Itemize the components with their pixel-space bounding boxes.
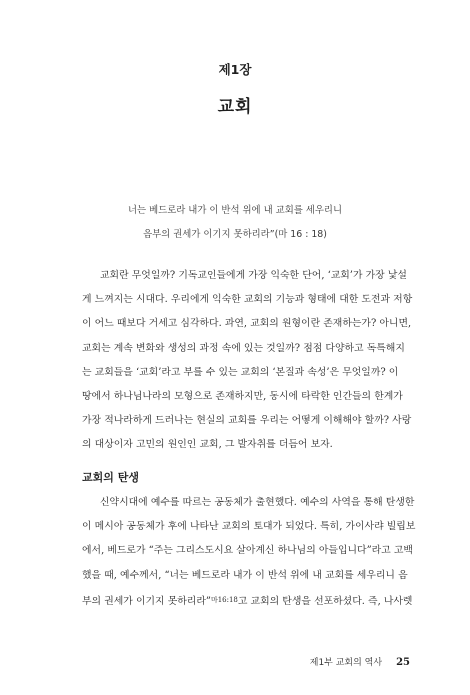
epigraph <box>0 199 470 247</box>
text-line: 교회는 계속 변화와 생성의 과정 속에 있는 것일까? 점점 다양하고 독특해지 <box>82 342 405 354</box>
chapter-title: 교회 <box>217 97 253 117</box>
text-line <box>82 588 413 612</box>
text-line: 의 대상이자 고민의 원인인 교회, 그 발자취를 더듬어 보자. <box>82 439 333 451</box>
text-line: 가장 적나라하게 드러나는 현실의 교회를 우리는 어떻게 이해해야 할까? 사랑 <box>82 415 412 427</box>
epigraph-line: 음부의 권세가 이기지 못하리라”(마 16 : 18) <box>143 229 327 240</box>
text-line: 교회란 무엇일까? 기독교인들에게 가장 익숙한 단어, ‘교회’가 가장 낯설 <box>100 270 407 281</box>
text-line: 이 메시아 공동체가 후에 나타난 교회의 토대가 되었다. 특히, 가이사랴 빌립보 <box>82 521 416 533</box>
section-heading: 교회의 탄생 <box>82 471 139 484</box>
text-segment: 부의 권세가 이기지 못하리라” <box>82 595 211 607</box>
page-number: 25 <box>396 657 410 668</box>
section-paragraph <box>82 491 416 612</box>
epigraph-line: 너는 베드로라 내가 이 반석 위에 내 교회를 세우리니 <box>127 205 343 216</box>
scripture-reference: 마16:18 <box>210 595 238 604</box>
text-line: 는 교회들을 ‘교회’라고 부를 수 있는 교회의 ‘본질과 속성’은 무엇일까? 이 <box>82 366 399 378</box>
chapter-number: 제1장 <box>218 62 252 77</box>
text-line: 했을 때, 예수께서, “너는 베드로라 내가 이 반석 위에 내 교회를 세우리니 음 <box>82 569 408 581</box>
text-line: 게 느껴지는 시대다. 우리에게 익숙한 교회의 기능과 형태에 대한 도전과 저항 <box>82 294 413 306</box>
intro-paragraph <box>82 264 413 458</box>
text-line: 이 어느 때보다 거세고 심각하다. 과연, 교회의 원형이란 존재하는가? 아니면, <box>82 318 412 330</box>
page-footer <box>310 655 410 668</box>
running-title: 제1부 교회의 역사 <box>309 658 383 668</box>
text-line: 에서, 베드로가 “주는 그리스도시요 살아계신 하나님의 아들입니다”라고 고백 <box>82 545 413 557</box>
text-line: 신약시대에 예수를 따르는 공동체가 출현했다. 예수의 사역을 통해 탄생한 <box>100 497 415 508</box>
text-line: 땅에서 하나님나라의 모형으로 존재하지만, 동시에 타락한 인간들의 한계가 <box>82 390 403 402</box>
text-segment: 고 교회의 탄생을 선포하셨다. 즉, 나사렛 <box>237 595 413 607</box>
